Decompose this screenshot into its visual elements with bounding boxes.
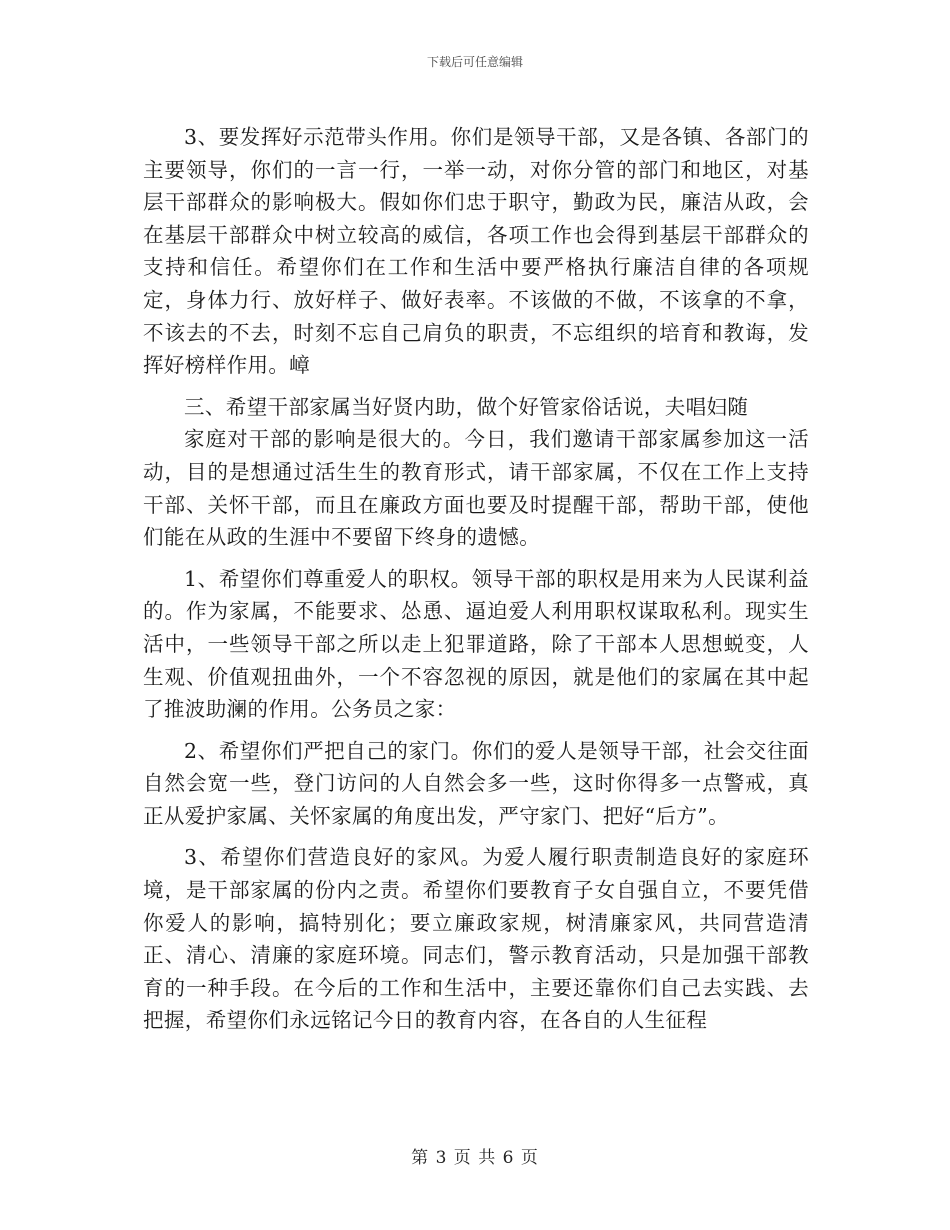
section-heading-3: 三、希望干部家属当好贤内助，做个好管家俗话说，夫唱妇随 bbox=[184, 394, 749, 419]
body-paragraph-4: 2、希望你们严把自己的家门。你们的爱人是领导干部，社会交往面自然会宽一些，登门访问的人自然会多一些，这时你得多一点警戒，真正从爱护家属、关怀家属的角度出发，严守家门、把好“后方”。 bbox=[143, 738, 809, 828]
document-body bbox=[143, 112, 809, 1037]
body-paragraph-5: 3、希望你们营造良好的家风。为爱人履行职责制造良好的家庭环境，是干部家属的份内之责。希望你们要教育子女自强自立，不要凭借你爱人的影响，搞特别化；要立廉政家规，树清廉家风，共同营造清正、清心、清廉的家庭环境。同志们，警示教育活动，只是加强干部教育的一种手段。在今后的工作和生活中，主要还靠你们自己去实践、去把握，希望你们永远铭记今日的教育内容，在各自的人生征程 bbox=[143, 845, 809, 1033]
page-header-note: 下载后可任意编辑 bbox=[426, 55, 523, 69]
body-paragraph-3: 1、希望你们尊重爱人的职权。领导干部的职权是用来为人民谋利益的。作为家属，不能要求、怂恿、逼迫爱人利用职权谋取私利。现实生活中，一些领导干部之所以走上犯罪道路，除了干部本人思想蜕变，人生观、价值观扭曲外，一个不容忽视的原因，就是他们的家属在其中起了推波助澜的作用。公务员之家： bbox=[143, 566, 809, 722]
body-paragraph-1: 3、要发挥好示范带头作用。你们是领导干部，又是各镇、各部门的主要领导，你们的一言一行，一举一动，对你分管的部门和地区，对基层干部群众的影响极大。假如你们忠于职守，勤政为民，廉洁从政，会在基层干部群众中树立较高的威信，各项工作也会得到基层干部群众的支持和信任。希望你们在工作和生活中要严格执行廉洁自律的各项规定，身体力行、放好样子、做好表率。不该做的不做，不该拿的不拿，不该去的不去，时刻不忘自己肩负的职责，不忘组织的培育和教诲，发挥好榜样作用。嶂 bbox=[143, 125, 809, 378]
body-paragraph-2: 家庭对干部的影响是很大的。今日，我们邀请干部家属参加这一活动，目的是想通过活生生的教育形式，请干部家属，不仅在工作上支持干部、关怀干部，而且在廉政方面也要及时提醒干部，帮助干部，使他们能在从政的生涯中不要留下终身的遗憾。 bbox=[143, 427, 809, 550]
page-number: 第 3 页 共 6 页 bbox=[411, 1148, 539, 1168]
